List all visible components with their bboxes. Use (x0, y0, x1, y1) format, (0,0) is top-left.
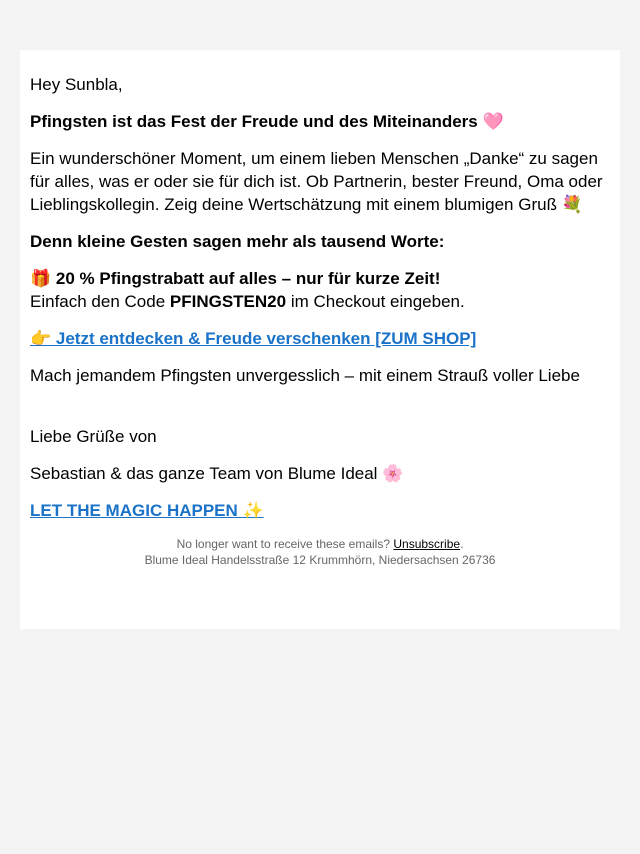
magic-link[interactable]: LET THE MAGIC HAPPEN ✨ (30, 501, 264, 520)
email-card (20, 50, 620, 629)
regards: Liebe Grüße von (30, 427, 157, 446)
email-body (20, 50, 620, 568)
greeting: Hey Sunbla, (30, 75, 123, 94)
cta-paragraph (30, 327, 610, 350)
magic-paragraph (30, 499, 610, 522)
unsubscribe-line (30, 536, 610, 552)
intro-paragraph: Ein wunderschöner Moment, um einem lieben Menschen „Danke“ zu sagen für alles, was er oder sie für dich ist. Ob Partnerin, bester Freund, Oma oder Lieblingskollegin. Zeig deine Wertschätzung mit einem blumigen Gruß 💐 (30, 149, 603, 214)
headline: Pfingsten ist das Fest der Freude und des Miteinanders 🩷 (30, 112, 504, 131)
company-address: Blume Ideal Handelsstraße 12 Krummhörn, Niedersachsen 26736 (144, 553, 496, 567)
code-prefix: Einfach den Code (30, 292, 170, 311)
discount-block (30, 267, 610, 313)
shop-link[interactable]: 👉 Jetzt entdecken & Freude verschenken [ZUM SHOP] (30, 329, 477, 348)
signature: Sebastian & das ganze Team von Blume Ideal 🌸 (30, 464, 404, 483)
unsubscribe-prefix: No longer want to receive these emails? (176, 537, 394, 551)
discount-code: PFINGSTEN20 (169, 292, 287, 311)
closing-paragraph: Mach jemandem Pfingsten unvergesslich – mit einem Strauß voller Liebe (30, 366, 580, 385)
code-suffix: im Checkout eingeben. (286, 292, 465, 311)
unsubscribe-link[interactable]: Unsubscribe (393, 537, 461, 551)
unsubscribe-suffix: . (460, 537, 464, 551)
discount-headline: 🎁 20 % Pfingstrabatt auf alles – nur für kurze Zeit! (30, 269, 441, 288)
email-footer (30, 536, 610, 568)
gestures-heading: Denn kleine Gesten sagen mehr als tausend Worte: (30, 232, 445, 251)
